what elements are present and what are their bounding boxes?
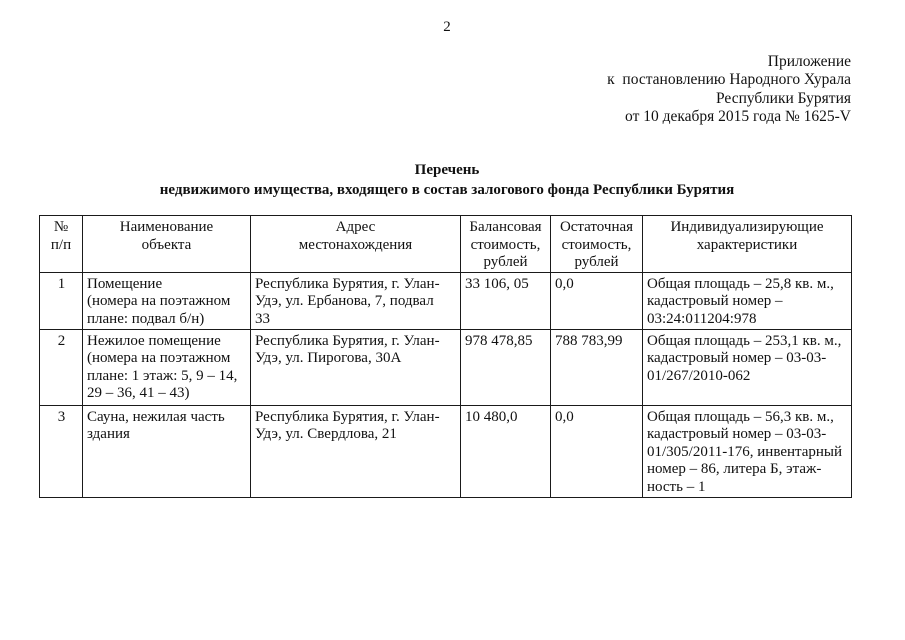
characteristics-line: номер – 86, литера Б, этаж- <box>647 461 822 478</box>
balance-value-cell: 33 106, 05 <box>461 272 551 329</box>
characteristics-line: кадастровый номер – 03-03- <box>647 350 827 367</box>
header-residual-value <box>551 216 643 273</box>
header-line: Остаточная <box>559 219 634 235</box>
appendix-line: Приложение <box>767 53 851 70</box>
appendix-line: Республики Бурятия <box>716 89 851 107</box>
characteristics-line: 01/305/2011-176, инвентарный <box>647 443 843 460</box>
object-name-cell <box>83 405 251 497</box>
header-line: местонахождения <box>298 236 413 253</box>
header-line: стоимость, <box>561 236 632 253</box>
characteristics-cell <box>643 272 852 329</box>
object-name-line: Сауна, нежилая часть <box>87 408 225 425</box>
object-name-cell <box>83 329 251 405</box>
header-line: № <box>53 219 69 235</box>
row-number-cell: 1 <box>40 272 83 329</box>
object-name-line: 29 – 36, 41 – 43) <box>87 385 190 402</box>
address-line: Республика Бурятия, г. Улан- <box>255 275 440 292</box>
address-line: 33 <box>255 310 270 327</box>
characteristics-line: Общая площадь – 56,3 кв. м., <box>647 408 834 425</box>
residual-value-cell: 0,0 <box>551 405 643 497</box>
object-name-line: плане: 1 этаж: 5, 9 – 14, <box>87 367 238 384</box>
characteristics-line: Общая площадь – 25,8 кв. м., <box>647 275 834 292</box>
address-line: Республика Бурятия, г. Улан- <box>255 332 440 349</box>
address-cell <box>251 405 461 497</box>
header-characteristics <box>643 216 852 273</box>
characteristics-line: кадастровый номер – <box>647 293 783 310</box>
residual-value-cell: 0,0 <box>551 272 643 329</box>
address-cell <box>251 329 461 405</box>
table-row <box>40 329 852 405</box>
header-line: Индивидуализирующие <box>670 219 824 235</box>
characteristics-line: 03:24:011204:978 <box>647 310 757 327</box>
header-line: объекта <box>141 236 192 253</box>
page-number: 2 <box>443 19 451 35</box>
balance-value-cell: 978 478,85 <box>461 329 551 405</box>
table-row <box>40 405 852 497</box>
characteristics-line: 01/267/2010-062 <box>647 367 751 384</box>
balance-value-cell: 10 480,0 <box>461 405 551 497</box>
address-line: Удэ, ул. Пирогова, 30А <box>255 350 402 367</box>
header-line: стоимость, <box>470 236 541 253</box>
header-balance-value <box>461 216 551 273</box>
characteristics-line: ность – 1 <box>647 478 706 495</box>
property-table <box>39 215 852 498</box>
header-line: Балансовая <box>469 219 542 235</box>
header-line: рублей <box>574 254 619 271</box>
object-name-line: (номера на поэтажном <box>87 350 231 367</box>
table-header-row <box>40 216 852 273</box>
row-number-cell: 3 <box>40 405 83 497</box>
header-line: Адрес <box>335 219 376 235</box>
title-heading: Перечень <box>414 162 480 178</box>
appendix-line: к постановлению Народного Хурала <box>607 71 851 89</box>
object-name-line: (номера на поэтажном <box>87 293 231 310</box>
address-line: Удэ, ул. Ербанова, 7, подвал <box>255 293 434 310</box>
object-name-line: плане: подвал б/н) <box>87 310 205 327</box>
appendix-block <box>607 53 851 127</box>
header-object-name <box>83 216 251 273</box>
row-number-cell: 2 <box>40 329 83 405</box>
header-line: Наименование <box>119 219 214 235</box>
address-line: Удэ, ул. Свердлова, 21 <box>255 426 397 443</box>
title-subheading: недвижимого имущества, входящего в состав залогового фонда Республики Бурятия <box>159 182 735 198</box>
object-name-line: Помещение <box>87 275 163 292</box>
header-address <box>251 216 461 273</box>
object-name-line: здания <box>87 426 130 443</box>
appendix-line: от 10 декабря 2015 года № 1625-V <box>625 108 851 126</box>
characteristics-cell <box>643 405 852 497</box>
header-number <box>40 216 83 273</box>
header-line: п/п <box>50 236 72 253</box>
header-line: характеристики <box>696 236 798 253</box>
address-line: Республика Бурятия, г. Улан- <box>255 408 440 425</box>
document-title <box>39 160 855 200</box>
object-name-line: Нежилое помещение <box>87 332 221 349</box>
header-line: рублей <box>483 254 528 271</box>
characteristics-cell <box>643 329 852 405</box>
residual-value-cell: 788 783,99 <box>551 329 643 405</box>
object-name-cell <box>83 272 251 329</box>
table-row <box>40 272 852 329</box>
address-cell <box>251 272 461 329</box>
characteristics-line: Общая площадь – 253,1 кв. м., <box>647 332 842 349</box>
characteristics-line: кадастровый номер – 03-03- <box>647 426 827 443</box>
